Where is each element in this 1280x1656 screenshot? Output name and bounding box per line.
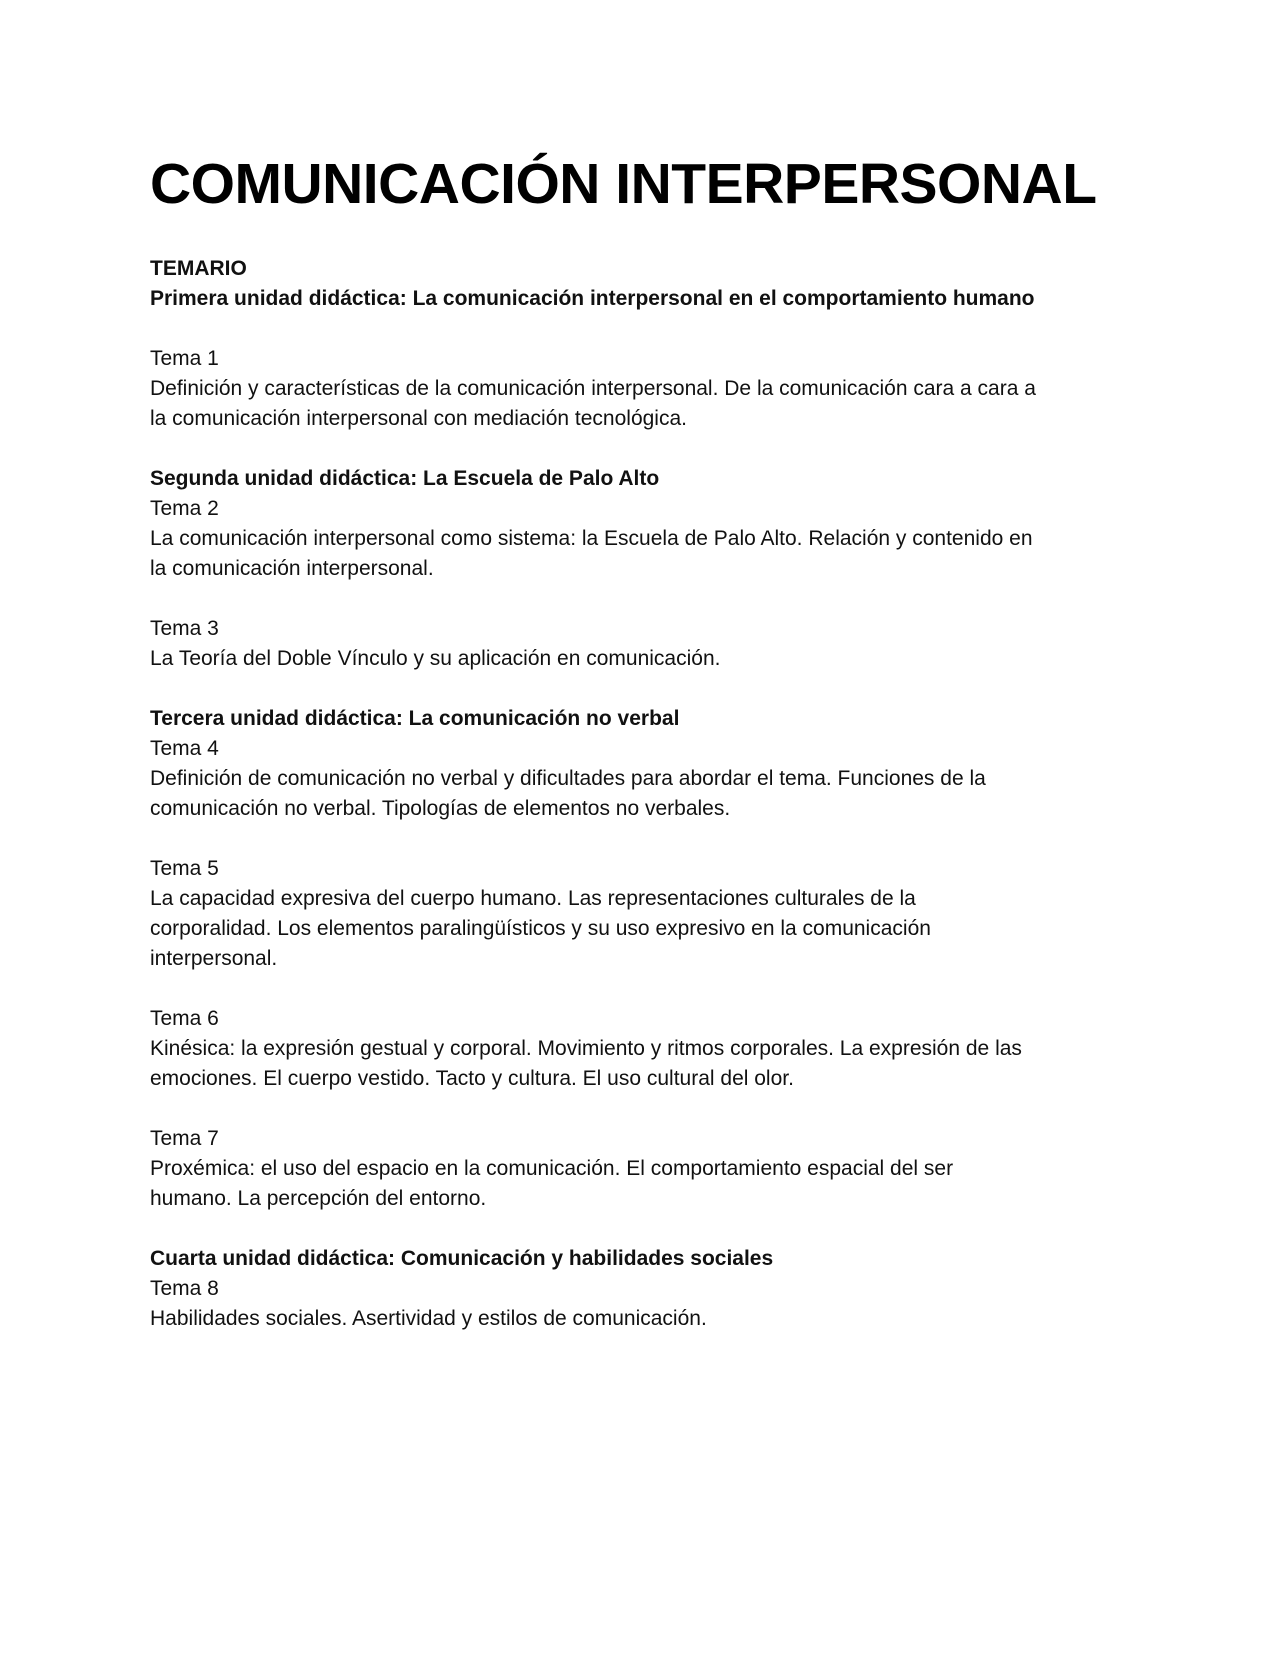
spacer	[150, 674, 1150, 704]
topic-7-text-line: humano. La percepción del entorno.	[150, 1187, 487, 1210]
spacer	[150, 314, 1150, 344]
topic-6-label: Tema 6	[150, 1007, 219, 1030]
topic-8-label: Tema 8	[150, 1277, 219, 1300]
topic-5-text-line: corporalidad. Los elementos paralingüísticos y su uso expresivo en la comunicación	[150, 917, 931, 940]
spacer	[150, 1214, 1150, 1244]
spacer	[150, 584, 1150, 614]
topic-1-label: Tema 1	[150, 347, 219, 370]
topic-4-label: Tema 4	[150, 737, 219, 760]
spacer	[150, 1094, 1150, 1124]
topic-5-text-line: interpersonal.	[150, 947, 278, 970]
topic-1-text-line: Definición y características de la comunicación interpersonal. De la comunicación cara a cara a	[150, 377, 1036, 400]
topic-4-text-line: comunicación no verbal. Tipologías de elementos no verbales.	[150, 797, 731, 820]
topic-8-text-line: Habilidades sociales. Asertividad y estilos de comunicación.	[150, 1307, 707, 1330]
topic-6-text-line: Kinésica: la expresión gestual y corporal. Movimiento y ritmos corporales. La expresión de las	[150, 1037, 1022, 1060]
topic-7-label: Tema 7	[150, 1127, 219, 1150]
unit-3-heading: Tercera unidad didáctica: La comunicación no verbal	[150, 707, 680, 730]
topic-6-text-line: emociones. El cuerpo vestido. Tacto y cultura. El uso cultural del olor.	[150, 1067, 794, 1090]
spacer	[150, 824, 1150, 854]
topic-7-text-line: Proxémica: el uso del espacio en la comunicación. El comportamiento espacial del ser	[150, 1157, 954, 1180]
unit-1-heading: Primera unidad didáctica: La comunicación interpersonal en el comportamiento humano	[150, 287, 1035, 310]
document-page	[150, 146, 1150, 1334]
spacer	[150, 974, 1150, 1004]
topic-1-text-line: la comunicación interpersonal con mediación tecnológica.	[150, 407, 687, 430]
topic-5-text-line: La capacidad expresiva del cuerpo humano. Las representaciones culturales de la	[150, 887, 916, 910]
topic-2-label: Tema 2	[150, 497, 219, 520]
topic-3-label: Tema 3	[150, 617, 219, 640]
temario-label: TEMARIO	[150, 257, 247, 280]
topic-5-label: Tema 5	[150, 857, 219, 880]
topic-2-text-line: la comunicación interpersonal.	[150, 557, 434, 580]
spacer	[150, 434, 1150, 464]
topic-4-text-line: Definición de comunicación no verbal y dificultades para abordar el tema. Funciones de la	[150, 767, 986, 790]
unit-2-heading: Segunda unidad didáctica: La Escuela de Palo Alto	[150, 467, 660, 490]
document-title: COMUNICACIÓN INTERPERSONAL	[150, 152, 1097, 216]
topic-3-text-line: La Teoría del Doble Vínculo y su aplicación en comunicación.	[150, 647, 721, 670]
spacer	[150, 222, 1150, 254]
unit-4-heading: Cuarta unidad didáctica: Comunicación y habilidades sociales	[150, 1247, 774, 1270]
topic-2-text-line: La comunicación interpersonal como sistema: la Escuela de Palo Alto. Relación y contenido en	[150, 527, 1033, 550]
